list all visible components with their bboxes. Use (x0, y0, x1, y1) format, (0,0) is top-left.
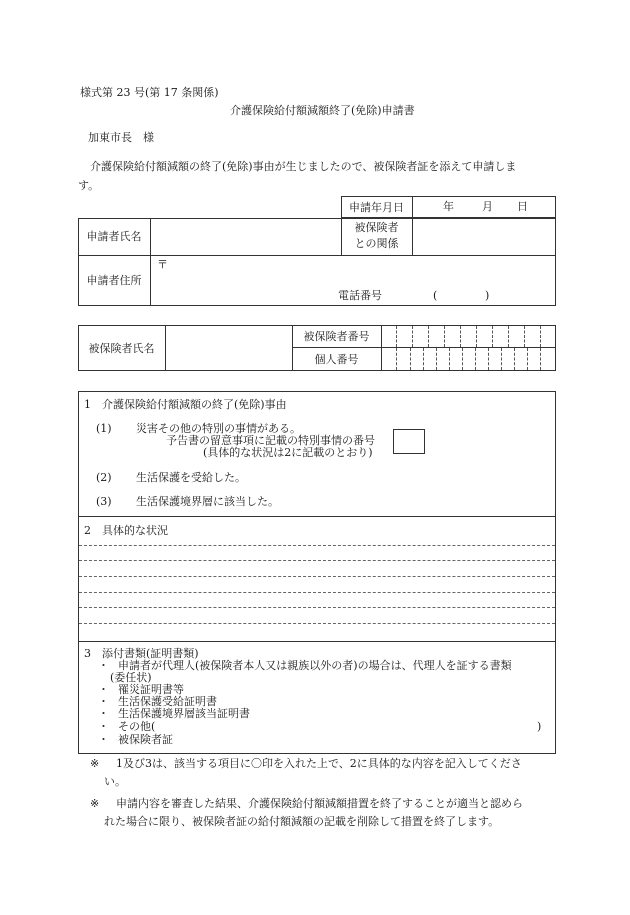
other-attachment-field[interactable] (185, 719, 530, 733)
applicant-address-label: 申請者住所 (86, 274, 142, 287)
reason1-sub1: 予告書の留意事項に記載の特別事情の番号 (166, 434, 375, 447)
section-divider (78, 516, 556, 517)
writing-line (79, 560, 555, 561)
divider (150, 218, 151, 306)
digit-divider (508, 326, 509, 347)
personal-number-digits[interactable] (382, 348, 555, 370)
phone-field[interactable] (442, 288, 482, 303)
writing-line (79, 607, 555, 608)
digit-divider (412, 326, 413, 347)
bullet: ・ (98, 733, 109, 746)
digit-divider (514, 348, 515, 370)
insured-number-digits[interactable] (382, 326, 555, 347)
intro-text-line1: 介護保険給付額減額の終了(免除)事由が生じましたので、被保険者証を添えて申請しま (90, 160, 517, 173)
attachment1-line1: 申請者が代理人(被保険者本人又は親族以外の者)の場合は、代理人を証する書類 (118, 659, 512, 672)
bullet: ・ (98, 659, 109, 672)
attachment2: 罹災証明書等 (118, 683, 184, 696)
intro-text-line2: す。 (78, 179, 100, 192)
personal-number-label: 個人番号 (314, 352, 359, 366)
note-mark: ※ (90, 757, 100, 770)
attachment5: その他( (118, 720, 156, 733)
section3-heading: 3 添付書類(証明書類) (84, 647, 199, 660)
digit-divider (460, 326, 461, 347)
phone-close-paren: ) (485, 289, 490, 302)
relation-label-1: 被保険者 (354, 221, 399, 234)
day-label: 日 (517, 200, 528, 213)
addressee: 加東市長 様 (88, 131, 154, 144)
bullet: ・ (98, 695, 109, 708)
note1-line1: 1及び3は、該当する項目に〇印を入れた上で、2に具体的な内容を記入してくださ (116, 757, 522, 770)
digit-divider (428, 326, 429, 347)
insured-name-label: 被保険者氏名 (88, 341, 155, 355)
writing-line (79, 576, 555, 577)
attachment1-line2: (委任状) (110, 671, 152, 684)
writing-line (79, 545, 555, 546)
bullet: ・ (98, 683, 109, 696)
applicant-address-field[interactable] (170, 258, 550, 286)
month-label: 月 (482, 200, 493, 213)
reason2-number[interactable]: (2) (96, 471, 112, 484)
phone-open-paren: ( (433, 289, 438, 302)
reason3-text: 生活保護境界層に該当した。 (136, 495, 279, 508)
digit-divider (540, 348, 541, 370)
section1-heading: 1 介護保険給付額減額の終了(免除)事由 (84, 398, 287, 411)
applicant-name-field[interactable] (152, 220, 339, 253)
digit-divider (527, 348, 528, 370)
insured-name-field[interactable] (167, 327, 290, 369)
note-mark: ※ (90, 797, 100, 810)
relation-label-2: との関係 (354, 237, 399, 250)
digit-divider (449, 348, 450, 370)
reason2-text: 生活保護を受給した。 (136, 471, 246, 484)
bullet: ・ (98, 707, 109, 720)
reason1-sub2: (具体的な状況は2に記載のとおり) (203, 446, 373, 459)
form-title: 介護保険給付額減額終了(免除)申請書 (230, 104, 415, 117)
date-label: 申請年月日 (349, 200, 404, 214)
divider (412, 218, 413, 255)
special-circumstance-number-field[interactable] (393, 429, 425, 454)
attachment6: 被保険者証 (118, 733, 173, 746)
digit-divider (501, 348, 502, 370)
digit-divider (444, 326, 445, 347)
writing-line (79, 623, 555, 624)
digit-divider (476, 326, 477, 347)
attachment3: 生活保護受給証明書 (118, 695, 217, 708)
digit-divider (492, 326, 493, 347)
divider (165, 325, 166, 371)
digit-divider (396, 326, 397, 347)
reason1-text: 災害その他の特別の事情がある。 (136, 422, 301, 435)
digit-divider (475, 348, 476, 370)
relation-field[interactable] (414, 220, 554, 253)
section2-heading: 2 具体的な状況 (84, 524, 168, 537)
note2-line1: 申請内容を審査した結果、介護保険給付額減額措置を終了することが適当と認めら (116, 797, 523, 810)
digit-divider (410, 348, 411, 370)
digit-divider (423, 348, 424, 370)
digit-divider (488, 348, 489, 370)
bullet: ・ (98, 720, 109, 733)
attachment5-close: ) (537, 720, 542, 733)
applicant-name-label: 申請者氏名 (86, 230, 142, 243)
phone-label: 電話番号 (338, 289, 382, 302)
digit-divider (540, 326, 541, 347)
digit-divider (396, 348, 397, 370)
insured-number-label: 被保険者番号 (303, 329, 370, 343)
note2-line2: れた場合に限り、被保険者証の給付額減額の記載を削除して措置を終了します。 (104, 815, 500, 828)
reason3-number[interactable]: (3) (96, 495, 112, 508)
situation-writing-area[interactable] (79, 540, 555, 640)
digit-divider (436, 348, 437, 370)
divider (412, 196, 413, 218)
writing-line (79, 592, 555, 593)
digit-divider (462, 348, 463, 370)
section-divider (78, 641, 556, 642)
reason1-number[interactable]: (1) (96, 422, 112, 435)
attachment4: 生活保護境界層該当証明書 (118, 707, 250, 720)
digit-divider (524, 326, 525, 347)
year-label: 年 (443, 200, 454, 213)
note1-line2: い。 (104, 775, 126, 788)
form-number: 様式第 23 号(第 17 条関係) (80, 86, 219, 99)
postal-mark: 〒 (157, 258, 168, 271)
